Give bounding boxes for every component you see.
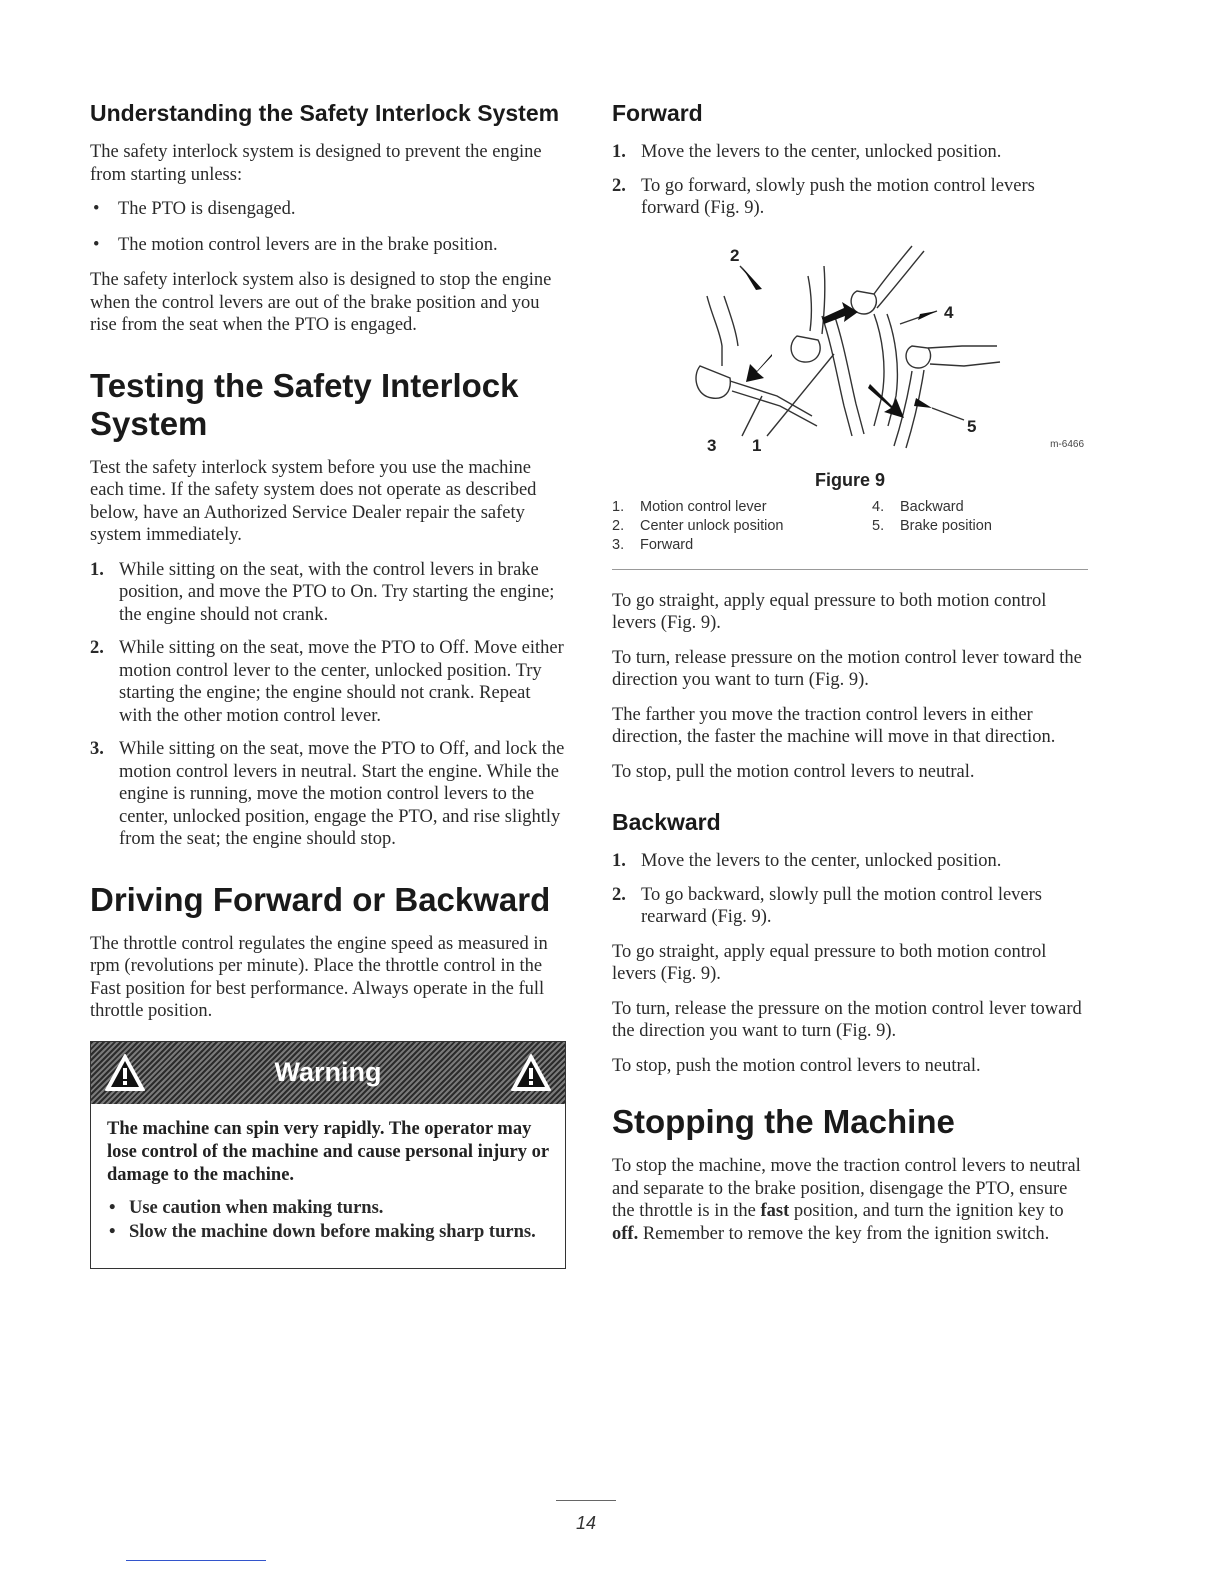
- callout-label: 1: [752, 435, 762, 455]
- legend-number: 4.: [872, 498, 885, 515]
- numbered-list: [612, 141, 1088, 220]
- list-item: • The PTO is disengaged.: [90, 198, 566, 221]
- paragraph: [612, 1155, 1088, 1245]
- legend-label: Forward: [640, 536, 694, 553]
- legend-item: [872, 518, 1088, 534]
- section-title-stopping: Stopping the Machine: [612, 1103, 955, 1140]
- figure-legend: [612, 499, 1088, 553]
- figure-9-illustration: [612, 236, 1088, 466]
- legend-item: [612, 537, 872, 553]
- warning-body: [91, 1104, 565, 1268]
- list-item: [90, 637, 566, 727]
- warning-bullets: [107, 1197, 549, 1244]
- list-item: • Use caution when making turns.: [107, 1197, 549, 1220]
- legend-number: 5.: [872, 517, 885, 534]
- callout-label: 5: [967, 416, 977, 436]
- section-title-backward: Backward: [612, 809, 721, 835]
- legend-label: Brake position: [900, 517, 992, 534]
- section-title-forward: Forward: [612, 100, 703, 126]
- footer-rule: [126, 1560, 266, 1561]
- warning-title: Warning: [274, 1057, 382, 1087]
- legend-number: 1.: [612, 498, 625, 515]
- legend-label: Motion control lever: [640, 498, 767, 515]
- legend-item: [612, 499, 872, 515]
- list-number: 2.: [612, 884, 626, 905]
- paragraph: To stop, push the motion control levers to neutral.: [612, 1055, 981, 1076]
- list-number: 2.: [612, 175, 626, 196]
- page-number: 14: [556, 1500, 616, 1534]
- paragraph: To turn, release pressure on the motion control lever toward the direction you want to turn (Fig. 9).: [612, 647, 1082, 690]
- right-column: [612, 100, 1088, 1257]
- section-title-understanding: Understanding the Safety Interlock System: [90, 100, 560, 126]
- paragraph: To turn, release the pressure on the motion control lever toward the direction you want to turn (Fig. 9).: [612, 998, 1082, 1041]
- warning-header: [91, 1042, 565, 1104]
- numbered-list: [612, 850, 1088, 929]
- callout-label: 3: [707, 435, 717, 455]
- list-item: [90, 738, 566, 851]
- paragraph: Test the safety interlock system before you use the machine each time. If the safety system does not operate as described below, have an Authorized Service Dealer repair the safety system immediately.: [90, 457, 537, 545]
- bullet-list: [90, 198, 566, 256]
- callout-label: 4: [944, 302, 954, 322]
- numbered-list: [90, 559, 566, 851]
- list-text: While sitting on the seat, with the control levers in brake position, and move the PTO to On. Try starting the engine; the engine should not crank.: [119, 559, 555, 625]
- list-item: [612, 884, 1088, 929]
- warning-text: The machine can spin very rapidly. The operator may lose control of the machine and cause personal injury or damage to the machine.: [107, 1118, 549, 1185]
- paragraph: The farther you move the traction control levers in either direction, the faster the machine will move in that direction.: [612, 704, 1056, 747]
- legend-label: Backward: [900, 498, 964, 515]
- list-text: Move the levers to the center, unlocked position.: [641, 851, 1002, 871]
- list-item: [612, 850, 1088, 873]
- divider: [612, 569, 1088, 570]
- list-number: 3.: [90, 739, 104, 759]
- legend-label: Center unlock position: [640, 517, 784, 534]
- list-text: To go backward, slowly pull the motion control levers rearward (Fig. 9).: [641, 884, 1043, 927]
- list-number: 1.: [612, 142, 626, 162]
- paragraph: To stop, pull the motion control levers to neutral.: [612, 761, 975, 782]
- section-title-testing: Testing the Safety Interlock System: [90, 366, 519, 442]
- legend-number: 3.: [612, 536, 625, 553]
- paragraph: To go straight, apply equal pressure to both motion control levers (Fig. 9).: [612, 590, 1047, 633]
- list-number: 1.: [90, 559, 104, 580]
- paragraph: The throttle control regulates the engine speed as measured in rpm (revolutions per minute). Place the throttle control in the Fast position for best performance. Always operate in the full throttle position.: [90, 933, 548, 1021]
- list-number: 1.: [612, 851, 626, 871]
- keyword-off: off.: [612, 1223, 639, 1244]
- figure-id: m-6466: [1050, 438, 1084, 450]
- left-column: [90, 100, 566, 1269]
- list-number: 2.: [90, 638, 104, 658]
- legend-number: 2.: [612, 517, 625, 534]
- text-run: position, and turn the ignition key to: [793, 1201, 1064, 1221]
- list-item: • Slow the machine down before making sharp turns.: [107, 1221, 549, 1244]
- list-item: [612, 175, 1088, 220]
- lever-diagram: [612, 236, 1088, 466]
- warning-box: [90, 1041, 566, 1269]
- paragraph: The safety interlock system is designed to prevent the engine from starting unless:: [90, 142, 542, 185]
- figure-caption: Figure 9: [814, 469, 885, 490]
- list-item: • The motion control levers are in the brake position.: [90, 234, 566, 257]
- list-text: Move the levers to the center, unlocked position.: [641, 142, 1002, 162]
- list-text: To go forward, slowly push the motion control levers forward (Fig. 9).: [641, 175, 1035, 218]
- list-item: [90, 559, 566, 627]
- legend-item: [872, 499, 1088, 515]
- paragraph: To go straight, apply equal pressure to both motion control levers (Fig. 9).: [612, 941, 1047, 984]
- legend-item: [612, 518, 872, 534]
- text-run: To stop the machine, move the traction control levers to neutral and separate to the brake position, disengage the PTO, ensure the throttle is in the: [612, 1156, 1081, 1221]
- text-run: Remember to remove the key from the ignition switch.: [642, 1223, 1050, 1244]
- keyword-fast: fast: [760, 1201, 790, 1221]
- list-text: While sitting on the seat, move the PTO to Off, and lock the motion control levers in neutral. Start the engine. While the engine is running, move the motion control levers to the center, unlocked position, engage the PTO, and rise slightly from the seat; the engine should stop.: [119, 739, 565, 849]
- callout-label: 2: [730, 245, 740, 265]
- warning-triangle-icon: [103, 1052, 147, 1094]
- paragraph: The safety interlock system also is designed to stop the engine when the control levers are out of the brake position and you rise from the seat when the PTO is engaged.: [90, 270, 552, 335]
- list-text: While sitting on the seat, move the PTO to Off. Move either motion control lever to the center, unlocked position. Try starting the engine; the engine should not crank. Repeat with the other motion control lever.: [119, 638, 564, 726]
- warning-triangle-icon: [509, 1052, 553, 1094]
- list-item: [612, 141, 1088, 164]
- section-title-driving: Driving Forward or Backward: [90, 880, 551, 918]
